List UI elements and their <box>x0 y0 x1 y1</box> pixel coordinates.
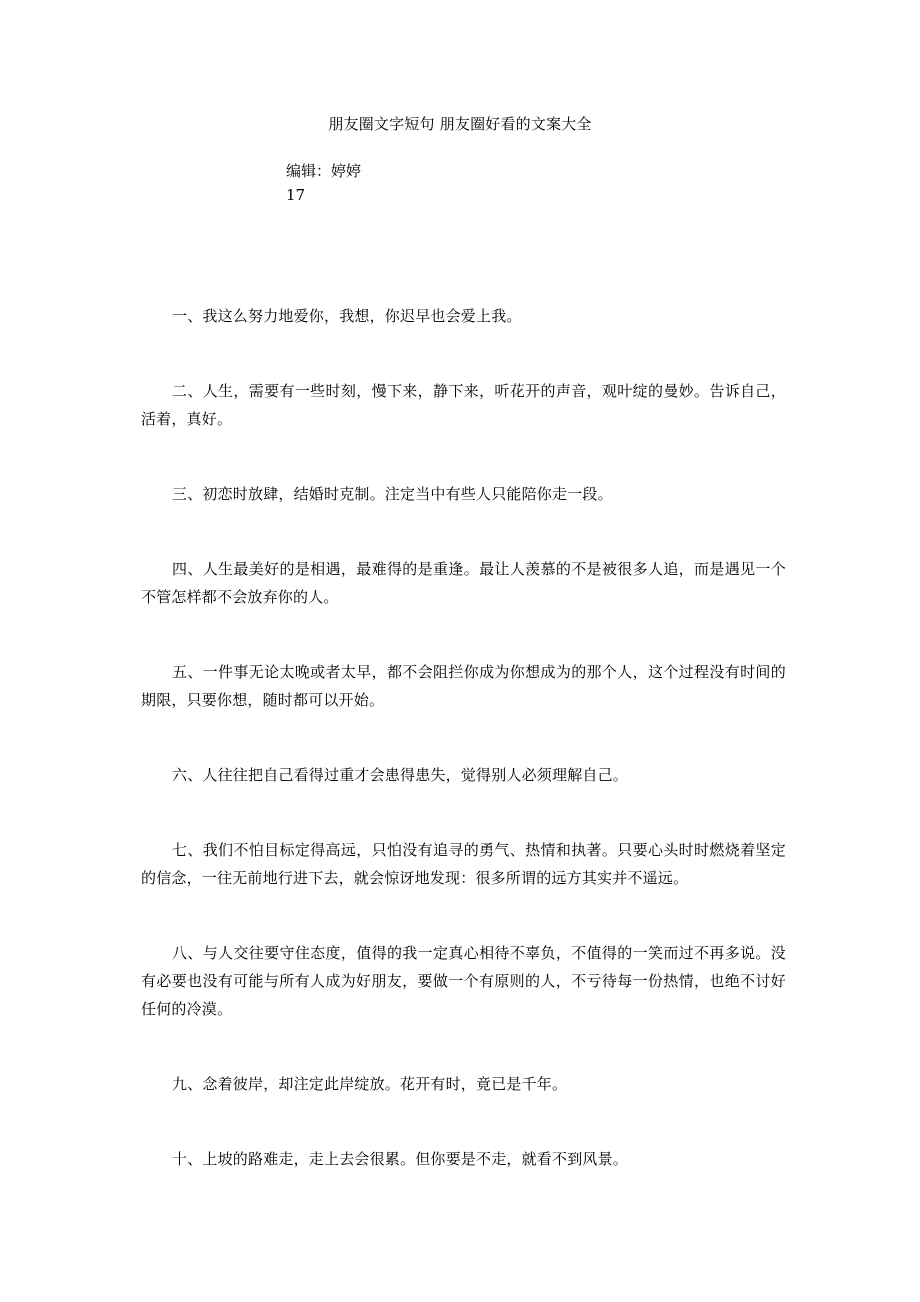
paragraph-4: 四、人生最美好的是相遇，最难得的是重逢。最让人羡慕的不是被很多人追，而是遇见一个不管怎样都不会放弃你的人。 <box>141 560 786 606</box>
document-body <box>141 302 786 1220</box>
paragraph-1: 一、我这么努力地爱你，我想，你迟早也会爱上我。 <box>172 307 522 325</box>
editor-line: 编辑：婷婷 <box>286 162 362 180</box>
paragraph-10: 十、上坡的路难走，走上去会很累。但你要是不走，就看不到风景。 <box>172 1150 629 1168</box>
paragraph-3: 三、初恋时放肆，结婚时克制。注定当中有些人只能陪你走一段。 <box>172 485 613 503</box>
document-title: 朋友圈文字短句 朋友圈好看的文案大全 <box>328 115 592 133</box>
document-meta <box>286 159 361 207</box>
paragraph-9: 九、念着彼岸，却注定此岸绽放。花开有时，竟已是千年。 <box>172 1075 568 1093</box>
paragraph-8: 八、与人交往要守住态度，值得的我一定真心相待不辜负，不值得的一笑而过不再多说。没有必要也没有可能与所有人成为好朋友，要做一个有原则的人，不亏待每一份热情，也绝不讨好任何的冷漠。 <box>141 944 786 1018</box>
paragraph-5: 五、一件事无论太晚或者太早，都不会阻拦你成为你想成为的那个人，这个过程没有时间的期限，只要你想，随时都可以开始。 <box>141 663 786 709</box>
paragraph-6: 六、人往往把自己看得过重才会患得患失，觉得别人必须理解自己。 <box>172 766 629 784</box>
count-line: 17 <box>286 186 306 204</box>
paragraph-7: 七、我们不怕目标定得高远，只怕没有追寻的勇气、热情和执著。只要心头时时燃烧着坚定的信念，一往无前地行进下去，就会惊讶地发现：很多所谓的远方其实并不遥远。 <box>141 841 786 887</box>
paragraph-2: 二、人生，需要有一些时刻，慢下来，静下来，听花开的声音，观叶绽的曼妙。告诉自己，活着，真好。 <box>141 382 786 428</box>
